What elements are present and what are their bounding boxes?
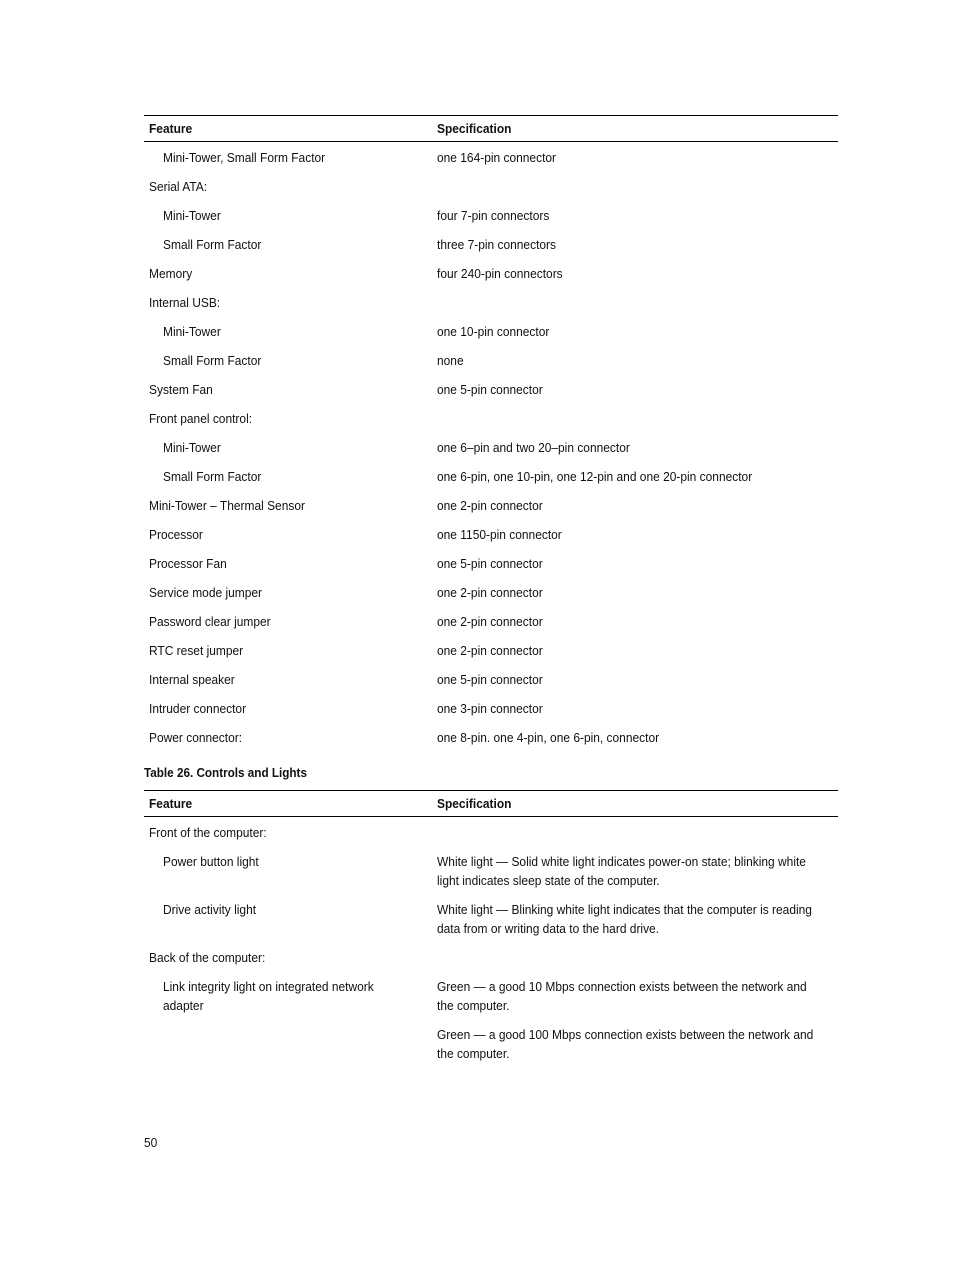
spec-cell: Green — a good 10 Mbps connection exists between the network and the computer. [437, 979, 807, 1013]
table-header [144, 115, 838, 142]
feature-cell: Front panel control: [149, 411, 253, 426]
spec-cell: one 2-pin connector [437, 643, 543, 658]
spec-cell: one 6–pin and two 20–pin connector [437, 440, 630, 455]
table-caption: Table 26. Controls and Lights [144, 765, 307, 780]
table-row [144, 852, 838, 900]
feature-cell: Power button light [163, 854, 259, 869]
feature-cell: Power connector: [149, 730, 243, 745]
feature-cell: Internal USB: [149, 295, 221, 310]
table-row [144, 148, 838, 177]
table-row [144, 438, 838, 467]
table-row [144, 380, 838, 409]
spec-cell: White light — Solid white light indicates power-on state; blinking white light indicates sleep state of the computer. [437, 854, 806, 888]
spec-cell: one 2-pin connector [437, 614, 543, 629]
table-row [144, 206, 838, 235]
feature-cell: RTC reset jumper [149, 643, 244, 658]
header-feature: Feature [149, 796, 193, 811]
table-row [144, 351, 838, 380]
feature-cell: Front of the computer: [149, 825, 267, 840]
feature-cell: Password clear jumper [149, 614, 271, 629]
header-specification: Specification [437, 121, 512, 136]
table-row [144, 900, 838, 948]
table-row [144, 728, 838, 757]
controls-lights-table [144, 790, 838, 1073]
spec-cell: none [437, 353, 464, 368]
spec-cell: four 240-pin connectors [437, 266, 563, 281]
table-row [144, 583, 838, 612]
feature-cell: Mini-Tower – Thermal Sensor [149, 498, 305, 513]
table-row [144, 409, 838, 438]
spec-cell: one 5-pin connector [437, 382, 543, 397]
feature-cell: Mini-Tower, Small Form Factor [163, 150, 326, 165]
feature-cell: Back of the computer: [149, 950, 266, 965]
spec-cell: White light — Blinking white light indicates that the computer is reading data from or writing data to the hard drive. [437, 902, 812, 936]
spec-cell: three 7-pin connectors [437, 237, 557, 252]
feature-cell: Intruder connector [149, 701, 247, 716]
spec-cell: four 7-pin connectors [437, 208, 550, 223]
spec-cell: one 2-pin connector [437, 498, 543, 513]
connectors-table [144, 115, 838, 757]
feature-cell: Mini-Tower [163, 324, 221, 339]
table-row [144, 699, 838, 728]
table-row [144, 641, 838, 670]
table-row [144, 612, 838, 641]
table-row [144, 1025, 838, 1073]
table-row [144, 977, 838, 1025]
table-row [144, 264, 838, 293]
feature-cell: Drive activity light [163, 902, 257, 917]
feature-cell: Mini-Tower [163, 440, 221, 455]
page-number: 50 [144, 1135, 158, 1150]
table-row [144, 525, 838, 554]
spec-cell: one 5-pin connector [437, 672, 543, 687]
table-row [144, 467, 838, 496]
table-row [144, 948, 838, 977]
header-feature: Feature [149, 121, 193, 136]
header-specification: Specification [437, 796, 512, 811]
feature-cell: Internal speaker [149, 672, 235, 687]
table-row [144, 235, 838, 264]
spec-cell: one 10-pin connector [437, 324, 550, 339]
feature-cell: Serial ATA: [149, 179, 208, 194]
table-row [144, 322, 838, 351]
spec-cell: one 6-pin, one 10-pin, one 12-pin and one 20-pin connector [437, 469, 753, 484]
spec-cell: one 2-pin connector [437, 585, 543, 600]
feature-cell: Processor [149, 527, 203, 542]
spec-cell: one 5-pin connector [437, 556, 543, 571]
feature-cell: Link integrity light on integrated network adapter [163, 979, 374, 1013]
feature-cell: Memory [149, 266, 193, 281]
table-row [144, 670, 838, 699]
feature-cell: Mini-Tower [163, 208, 221, 223]
feature-cell: System Fan [149, 382, 213, 397]
feature-cell: Processor Fan [149, 556, 227, 571]
table-row [144, 293, 838, 322]
feature-cell: Service mode jumper [149, 585, 263, 600]
spec-cell: one 8-pin. one 4-pin, one 6-pin, connector [437, 730, 660, 745]
feature-cell: Small Form Factor [163, 237, 262, 252]
spec-cell: Green — a good 100 Mbps connection exists between the network and the computer. [437, 1027, 814, 1061]
feature-cell: Small Form Factor [163, 469, 262, 484]
spec-cell: one 164-pin connector [437, 150, 557, 165]
spec-cell: one 3-pin connector [437, 701, 543, 716]
table-row [144, 823, 838, 852]
spec-cell: one 1150-pin connector [437, 527, 562, 542]
feature-cell: Small Form Factor [163, 353, 262, 368]
table-row [144, 177, 838, 206]
table-row [144, 554, 838, 583]
table-row [144, 496, 838, 525]
table-header [144, 790, 838, 817]
